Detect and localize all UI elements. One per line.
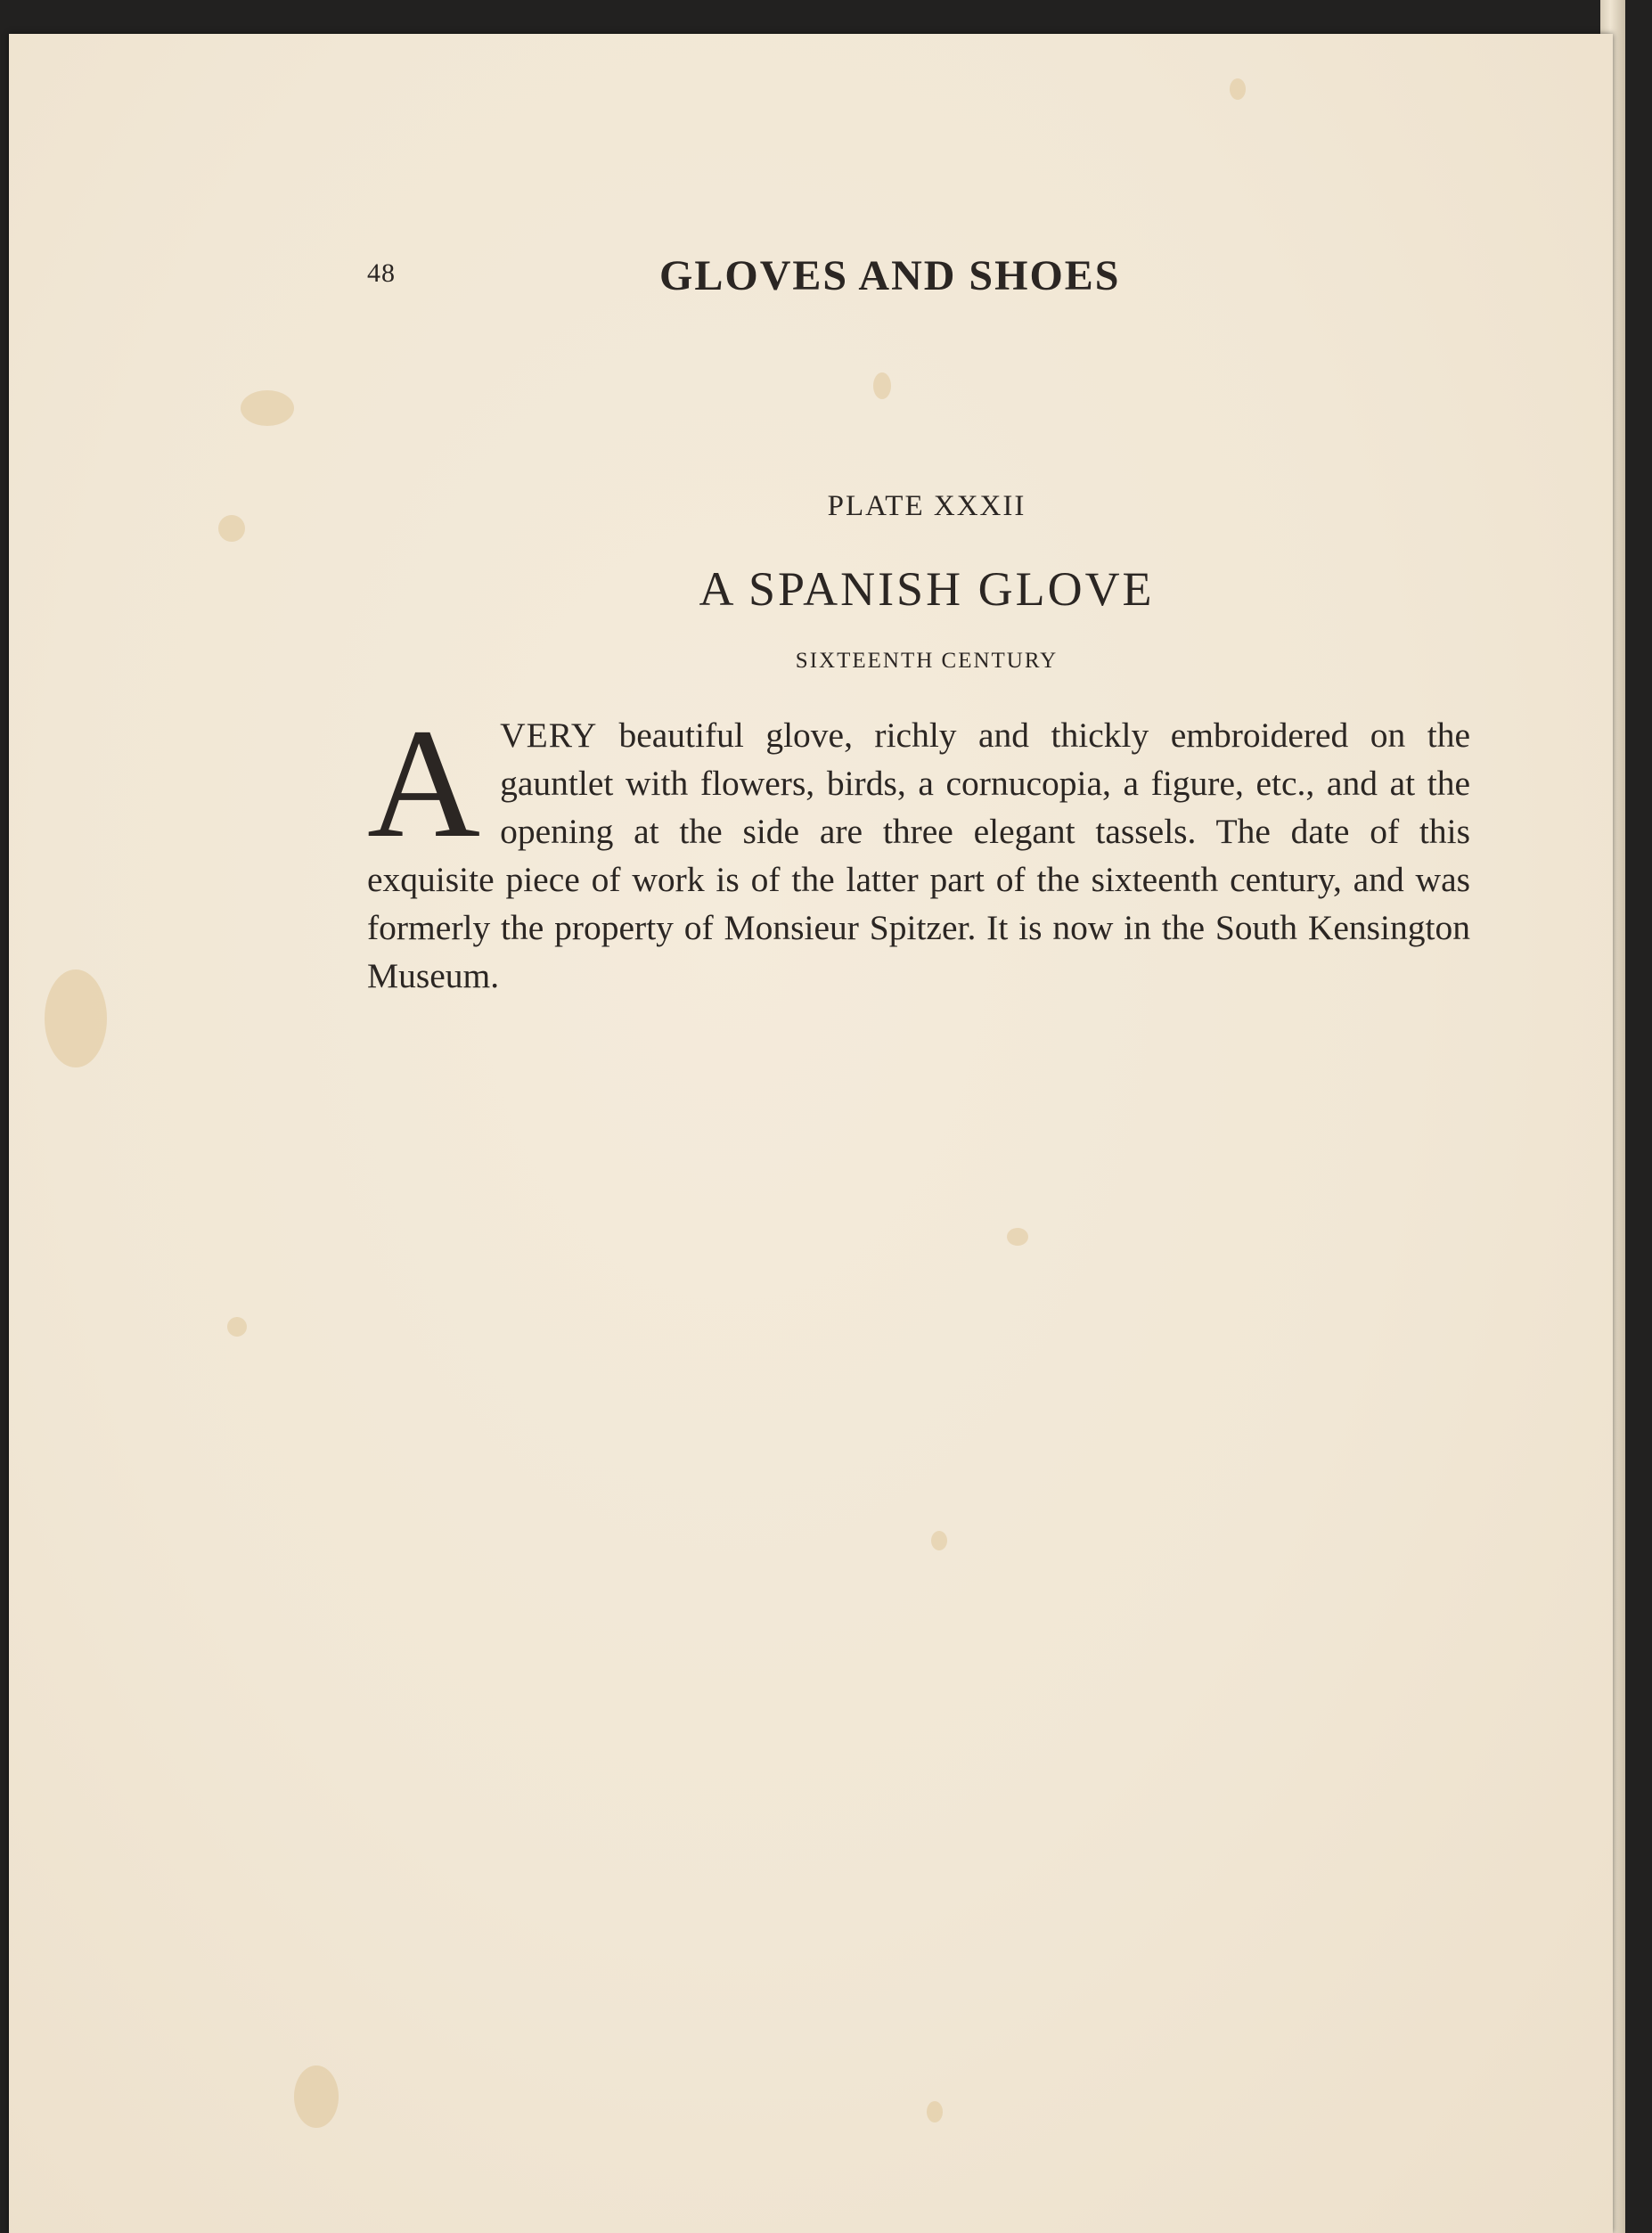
foxing-spot xyxy=(227,1317,247,1337)
body-text: beautiful glove, richly and thickly embroidered on the gauntlet with flowers, birds, a cornucopia, a figure, etc., and at the opening at the side are three elegant tassels. The date of this exquisite piece of work is of the latter part of the sixteenth century, and was formerly the property of Monsieur Spitzer. It is now in the South Kensington Museum. xyxy=(367,716,1470,995)
plate-title: A SPANISH GLOVE xyxy=(699,562,1155,616)
page-number: 48 xyxy=(367,258,396,288)
book-page xyxy=(9,34,1613,2233)
plate-subtitle: SIXTEENTH CENTURY xyxy=(795,649,1059,673)
drop-cap: A xyxy=(367,697,481,871)
foxing-spot xyxy=(45,969,107,1067)
foxing-spot xyxy=(931,1531,947,1550)
foxing-spot xyxy=(1007,1228,1028,1246)
foxing-spot xyxy=(294,2065,339,2128)
foxing-spot xyxy=(241,390,294,426)
lead-word: VERY xyxy=(500,716,619,755)
body-paragraph xyxy=(367,697,1470,1000)
foxing-spot xyxy=(873,372,891,399)
running-title: GLOVES AND SHOES xyxy=(659,252,1121,299)
foxing-spot xyxy=(218,515,245,542)
plate-label: PLATE XXXII xyxy=(827,490,1026,522)
foxing-spot xyxy=(927,2101,943,2123)
foxing-spot xyxy=(1230,78,1246,100)
